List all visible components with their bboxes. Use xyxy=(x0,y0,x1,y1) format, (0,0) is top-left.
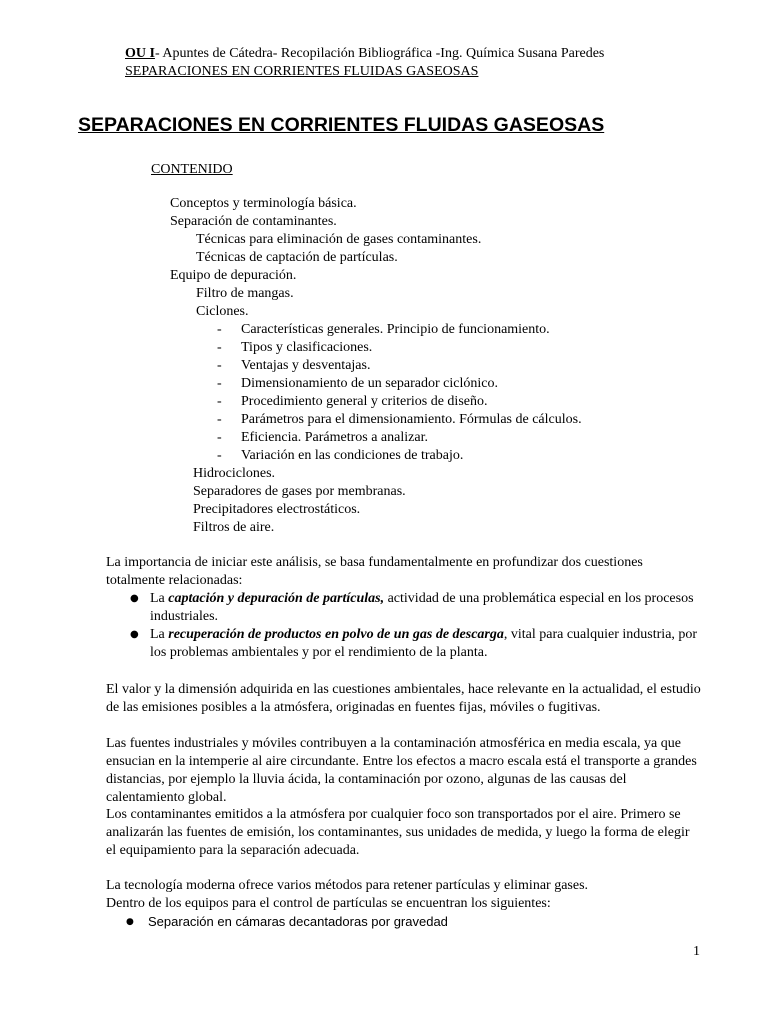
toc-dash: - xyxy=(217,412,222,427)
header-text: - Apuntes de Cátedra- Recopilación Bibliográfica -Ing. Química Susana Paredes xyxy=(154,46,605,61)
toc-item: Técnicas de captación de partículas. xyxy=(196,250,398,265)
toc-dash: - xyxy=(217,430,222,445)
toc-item: Tipos y clasificaciones. xyxy=(241,340,373,355)
toc-item: Equipo de depuración. xyxy=(170,268,297,283)
paragraph-equipment: Dentro de los equipos para el control de partículas se encuentran los siguientes: xyxy=(106,896,551,911)
toc-item: Técnicas para eliminación de gases contaminantes. xyxy=(196,232,482,247)
paragraph-sources: Las fuentes industriales y móviles contribuyen a la contaminación atmosférica en media escala, ya que ensucian en la intemperie al aire circundante. Entre los efectos a macro escala está el transporte a grandes distancias, por ejemplo la lluvia ácida, la contaminación por ozono, algunas de las causas del calentamiento global. xyxy=(106,736,697,805)
running-subtitle: SEPARACIONES EN CORRIENTES FLUIDAS GASEOSAS xyxy=(125,64,479,79)
page-title: SEPARACIONES EN CORRIENTES FLUIDAS GASEOSAS xyxy=(78,114,605,136)
toc-item: Separadores de gases por membranas. xyxy=(193,484,406,499)
paragraph-technology: La tecnología moderna ofrece varios métodos para retener partículas y eliminar gases. xyxy=(106,878,589,893)
paragraph-environment: El valor y la dimensión adquirida en las cuestiones ambientales, hace relevante en la actualidad, el estudio de las emisiones posibles a la atmósfera, originadas en fuentes fijas, móviles o fugitivas. xyxy=(106,682,701,715)
toc-item: Precipitadores electrostáticos. xyxy=(193,502,361,517)
page-number: 1 xyxy=(693,944,700,959)
toc-item: Eficiencia. Parámetros a analizar. xyxy=(241,430,428,445)
toc-item: Características generales. Principio de funcionamiento. xyxy=(241,322,550,337)
toc-item: Ventajas y desventajas. xyxy=(241,358,371,373)
toc-item: Variación en las condiciones de trabajo. xyxy=(241,448,464,463)
toc-item: Procedimiento general y criterios de diseño. xyxy=(241,394,488,409)
toc-item: Separación de contaminantes. xyxy=(170,214,337,229)
bullet-emphasis: recuperación de productos en polvo de un gas de descarga xyxy=(168,627,504,642)
bullet-item: ● La captación y depuración de partículas, actividad de una problemática especial en los procesos industriales. xyxy=(130,591,694,624)
paragraph-contaminants: Los contaminantes emitidos a la atmósfera por cualquier foco son transportados por el aire. Primero se analizarán las fuentes de emisión, los contaminantes, sus unidades de medida, y luego la forma de elegir el equipamiento para la separación adecuada. xyxy=(106,807,690,858)
bullet-icon: ● xyxy=(126,917,134,927)
toc-item: Ciclones. xyxy=(196,304,249,319)
bullet-item: ● La recuperación de productos en polvo de un gas de descarga, vital para cualquier industria, por los problemas ambientales y por el rendimiento de la planta. xyxy=(130,627,698,660)
toc-item: Filtros de aire. xyxy=(193,520,275,535)
toc-dash: - xyxy=(217,448,222,463)
toc-item: Filtro de mangas. xyxy=(196,286,294,301)
bullet-icon: ● xyxy=(130,593,139,604)
bullet-emphasis: captación y depuración de partículas, xyxy=(168,591,385,606)
toc-dash: - xyxy=(217,322,222,337)
toc-item: Dimensionamiento de un separador ciclónico. xyxy=(241,376,498,391)
course-code: OU I xyxy=(125,46,155,61)
toc-dash: - xyxy=(217,376,222,391)
running-header xyxy=(125,45,604,62)
toc-item: Parámetros para el dimensionamiento. Fórmulas de cálculos. xyxy=(241,412,582,427)
toc-item: Hidrociclones. xyxy=(193,466,276,481)
toc-dash: - xyxy=(217,340,222,355)
toc-dash: - xyxy=(217,358,222,373)
bullet-icon: ● xyxy=(130,629,139,640)
bullet-list xyxy=(106,590,701,662)
toc-item: Conceptos y terminología básica. xyxy=(170,196,357,211)
contents-label: CONTENIDO xyxy=(151,162,233,177)
document-page: OU I- Apuntes de Cátedra- Recopilación Bibliográfica -Ing. Química Susana Paredes SEPARACIONES EN CORRIENTES FLUIDAS GASEOSAS SEPARACIONES EN CORRIENTES FLUIDAS GASEOSAS CONTENIDO Conceptos y terminología básica. Separación de contaminantes. Técnicas para eliminación de gases contaminantes. Técnicas de captación de partículas. Equipo de depuración. Filtro de mangas. Ciclones. Características generales. Principio de funcionamiento. - Tipos y clasificaciones. - Ventajas y desventajas. - Dimensionamiento de un separador ciclónico. - Procedimiento general y criterios de diseño. - Parámetros para el dimensionamiento. Fórmulas de cálculos. - Eficiencia. Parámetros a analizar. - Variación en las condiciones de trabajo. - Hidrociclones. Separadores de gases por membranas. Precipitadores electrostáticos. Filtros de aire. La importancia de iniciar este análisis, se basa fundamentalmente en profundizar dos cuestiones totalmente relacionadas: ● La captación y depuración de partículas, actividad de una problemática especial en los procesos industriales. ● La recuperación de productos en polvo de un gas de descarga, vital para cualquier industria, por los problemas ambientales y por el rendimiento de la planta. El valor y la dimensión adquirida en las cuestiones ambientales, hace relevante en la actualidad, el estudio de las emisiones posibles a la atmósfera, originadas en fuentes fijas, móviles o fugitivas. Las fuentes industriales y móviles contribuyen a la contaminación atmosférica en media escala, ya que ensucian en la intemperie al aire circundante. Entre los efectos a macro escala está el transporte a grandes distancias, por ejemplo la lluvia ácida, la contaminación por ozono, algunas de las causas del calentamiento global. Los contaminantes emitidos a la atmósfera por cualquier foco son transportados por el aire. Primero se analizarán las fuentes de emisión, los contaminantes, sus unidades de medida, y luego la forma de elegir el equipamiento para la separación adecuada. La tecnología moderna ofrece varios métodos para retener partículas y eliminar gases. Dentro de los equipos para el control de partículas se encuentran los siguientes: ● Separación en cámaras decantadoras por gravedad 1 xyxy=(78,46,701,959)
intro-paragraph: La importancia de iniciar este análisis, se basa fundamentalmente en profundizar dos cuestiones totalmente relacionadas: xyxy=(106,555,643,588)
toc-dash: - xyxy=(217,394,222,409)
